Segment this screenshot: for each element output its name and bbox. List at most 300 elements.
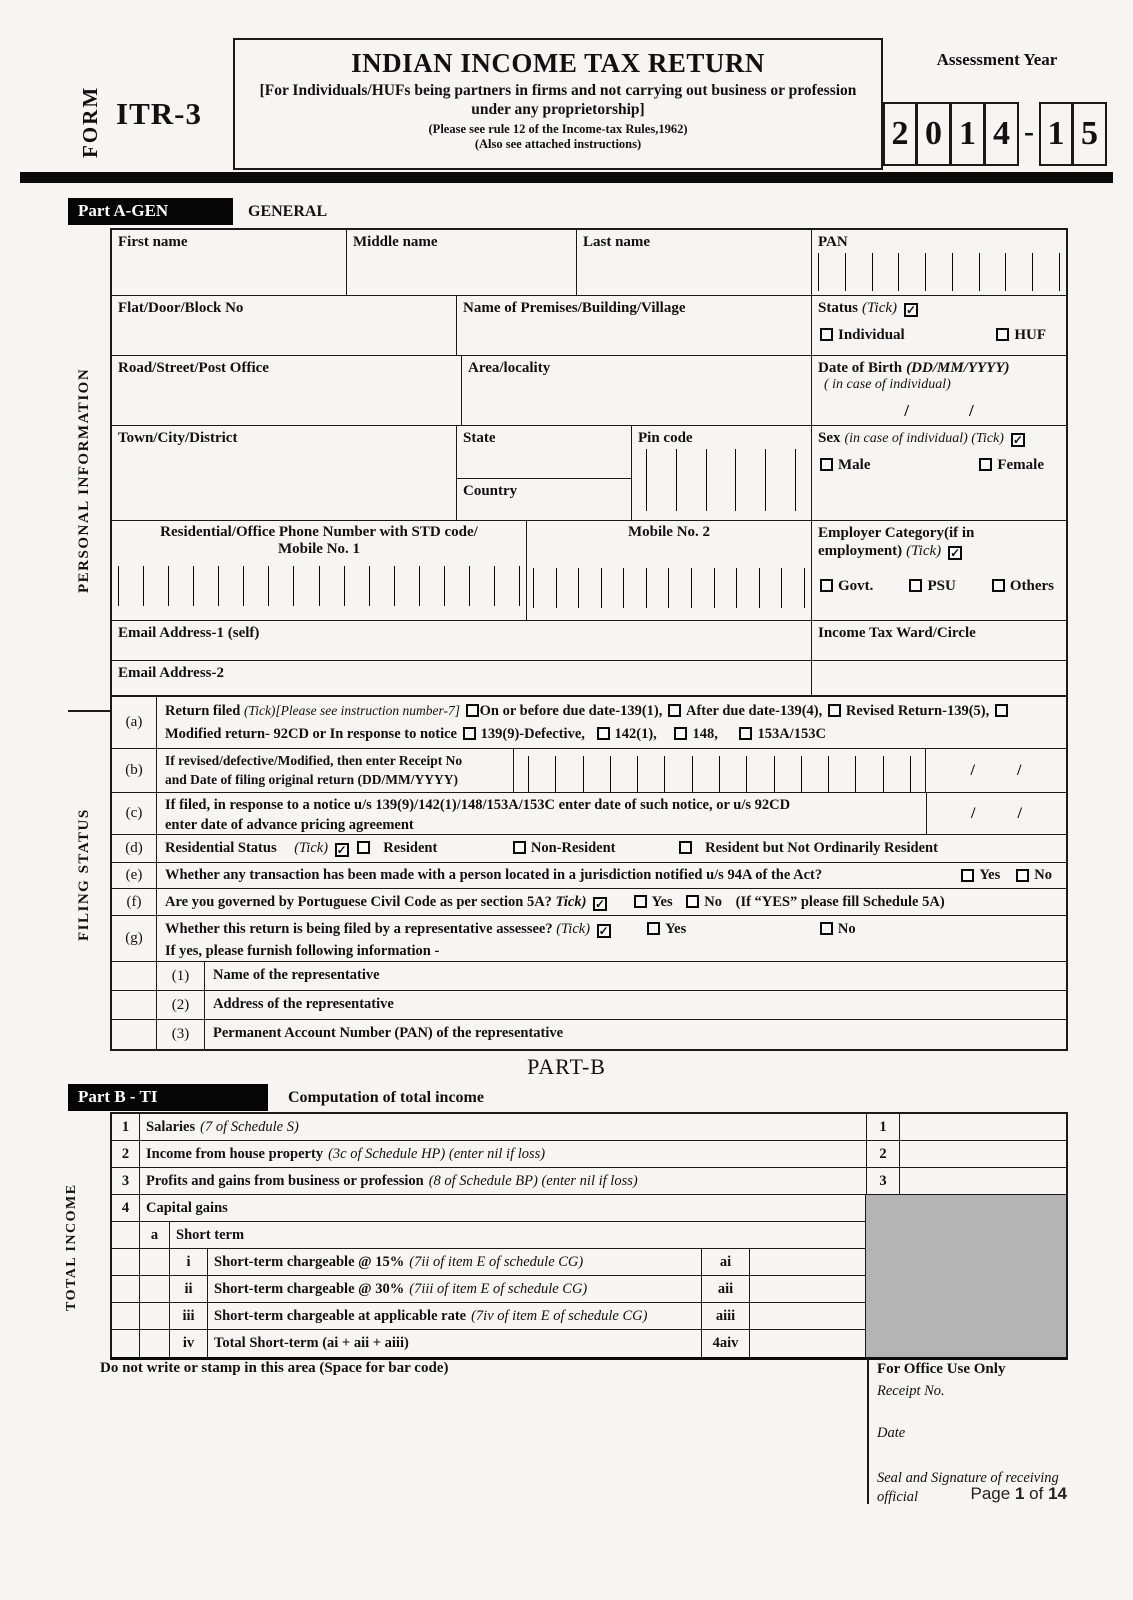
sex-option-female [977, 457, 1044, 474]
row-b-content [157, 749, 1066, 792]
mobile2-ticks[interactable] [533, 568, 805, 608]
portuguese-yes-checkbox[interactable] [634, 895, 647, 908]
resident-checkbox[interactable] [357, 841, 370, 854]
short-term-label: Short term [176, 1226, 245, 1243]
assessment-year-box [883, 38, 1111, 170]
option-142-1-checkbox[interactable] [597, 727, 610, 740]
94a-yes-checkbox[interactable] [961, 869, 974, 882]
94a-no-label: No [1034, 867, 1052, 883]
option-139-1-label: On or before due date-139(1), [479, 703, 663, 719]
rep-pan-field[interactable] [205, 1020, 1066, 1049]
option-92cd-checkbox[interactable] [995, 704, 1008, 717]
huf-label: HUF [1014, 327, 1046, 343]
option-153a-checkbox[interactable] [739, 727, 752, 740]
row3-num: 3 [112, 1168, 140, 1195]
pin-code-field[interactable] [632, 426, 812, 520]
rowa-key: a [140, 1222, 170, 1249]
rep-row1-indent [112, 962, 157, 990]
email1-row [112, 621, 1066, 661]
road-street-field[interactable] [112, 356, 462, 425]
email2-label: Email Address-2 [118, 665, 224, 681]
employer-option-psu [907, 578, 955, 595]
sub2-roman: ii [170, 1276, 208, 1303]
last-name-field[interactable] [577, 230, 812, 295]
office-use-label: For Office Use Only [877, 1361, 1006, 1377]
seal-signature-label: Seal and Signature of receiving official [877, 1470, 1059, 1506]
mobile2-field[interactable] [527, 521, 812, 620]
country-label: Country [463, 483, 518, 499]
phone-mobile1-field[interactable] [112, 521, 527, 620]
row4-num: 4 [112, 1195, 140, 1222]
st-applicable-label: Short-term chargeable at applicable rate [214, 1307, 467, 1324]
assessment-year-digits [883, 102, 1107, 166]
email2-row [112, 661, 1066, 695]
govt-label: Govt. [838, 578, 874, 594]
rule-note: (Please see rule 12 of the Income-tax Rules,1962) [428, 121, 688, 136]
employer-option-govt [818, 578, 873, 595]
of-word: of [1029, 1484, 1044, 1503]
phone-row [112, 521, 1066, 621]
capital-gains-label: Capital gains [146, 1199, 228, 1216]
assessment-year-label: Assessment Year [936, 50, 1058, 69]
short-term-30-row [112, 1276, 1066, 1303]
area-locality-field[interactable] [462, 356, 812, 425]
ward-circle-value[interactable] [812, 661, 1066, 695]
rep-name-label: Name of the representative [213, 967, 380, 983]
employer-option-others [990, 578, 1054, 595]
sub1-indent [112, 1249, 140, 1276]
city-state-row [112, 426, 1066, 521]
non-resident-checkbox[interactable] [513, 841, 526, 854]
psu-label: PSU [927, 578, 956, 594]
instructions-note: (Also see attached instructions) [474, 136, 642, 151]
row1-value-field[interactable] [900, 1114, 1066, 1141]
business-profit-ref: (8 of Schedule BP) (enter nil if loss) [428, 1172, 638, 1189]
st-30-label: Short-term chargeable @ 30% [214, 1280, 405, 1297]
sub2-indent [112, 1276, 140, 1303]
representative-yes-checkbox[interactable] [647, 922, 660, 935]
st-30-ref: (7iii of item E of schedule CG) [409, 1280, 588, 1297]
margin-label-total-income: TOTAL INCOME [64, 1183, 79, 1312]
state-country-stack [457, 426, 632, 520]
sub2-value-field[interactable] [750, 1276, 866, 1303]
option-139-9-label: 139(9)-Defective, [480, 726, 585, 743]
phone-label-line1: Residential/Office Phone Number with STD code/ [160, 524, 478, 540]
address-row-1 [112, 296, 1066, 356]
filing-row-a [112, 697, 1066, 749]
option-revised-label: Revised Return-139(5), [845, 703, 990, 719]
employer-tick-note: (Tick) [906, 543, 942, 559]
govt-checkbox[interactable] [820, 579, 833, 592]
road-street-label: Road/Street/Post Office [118, 360, 269, 376]
94a-question-label: Whether any transaction has been made with a person located in a jurisdiction notified u/s 94A of the Act? [165, 867, 823, 883]
status-options [818, 327, 1060, 344]
sub3-indent [112, 1303, 140, 1330]
row4-desc [140, 1195, 866, 1222]
part-a-section-title: GENERAL [248, 203, 328, 220]
tick-indicator-icon [904, 303, 918, 317]
sub1-code: ai [702, 1249, 750, 1276]
salaries-ref: (7 of Schedule S) [200, 1118, 299, 1135]
middle-name-field[interactable] [347, 230, 577, 295]
phone-mobile1-ticks[interactable] [118, 566, 520, 606]
name-row [112, 230, 1066, 296]
rep-row2-indent [112, 991, 157, 1019]
date-slash: / [969, 401, 974, 420]
margin-section-divider [68, 710, 112, 712]
row3-desc [140, 1168, 867, 1195]
row-e-key: (e) [112, 863, 157, 888]
option-139-9-checkbox[interactable] [463, 727, 476, 740]
employer-options [818, 578, 1060, 595]
non-resident-label: Non-Resident [530, 840, 616, 856]
94a-no-checkbox[interactable] [1016, 869, 1029, 882]
status-label: Status [818, 300, 859, 316]
area-locality-label: Area/locality [468, 360, 551, 376]
blocked-gray-cell [866, 1222, 1066, 1249]
business-profit-label: Profits and gains from business or profession [146, 1172, 424, 1189]
sub3-roman: iii [170, 1303, 208, 1330]
part-b-ti-tag: Part B - TI [68, 1084, 268, 1111]
portuguese-code-label: Are you governed by Portuguese Civil Code as per section 5A? [165, 894, 552, 910]
row3-code: 3 [867, 1168, 900, 1195]
sub1-value-field[interactable] [750, 1249, 866, 1276]
pan-field[interactable] [812, 230, 1066, 295]
tick-indicator-icon [593, 897, 607, 911]
sub4-indent [112, 1330, 140, 1357]
email2-field[interactable] [112, 661, 812, 695]
st-applicable-ref: (7iv of item E of schedule CG) [471, 1307, 648, 1324]
94a-yes-label: Yes [979, 867, 1001, 883]
short-term-applicable-rate-row [112, 1303, 1066, 1330]
sub3-code: aiii [702, 1303, 750, 1330]
form-title: INDIAN INCOME TAX RETURN [351, 48, 765, 78]
barcode-area-note: Do not write or stamp in this area (Space for bar code) [100, 1360, 449, 1376]
female-label: Female [997, 457, 1044, 473]
representative-row-3 [112, 1020, 1066, 1049]
ay-digit: 1 [1039, 102, 1073, 166]
country-field[interactable] [457, 479, 631, 520]
male-checkbox[interactable] [820, 458, 833, 471]
title-box [233, 38, 883, 170]
sex-options [818, 457, 1060, 474]
salaries-label: Salaries [146, 1118, 196, 1135]
address-row-2 [112, 356, 1066, 426]
schedule-5a-note: (If “YES” please fill Schedule 5A) [735, 894, 945, 910]
rep-row3-indent [112, 1020, 157, 1049]
mobile2-label: Mobile No. 2 [627, 524, 711, 540]
row2-value-field[interactable] [900, 1141, 1066, 1168]
st-15-label: Short-term chargeable @ 15% [214, 1253, 405, 1270]
date-slash: / [1017, 761, 1022, 779]
flat-door-block-label: Flat/Door/Block No [118, 300, 244, 316]
filing-row-e [112, 863, 1066, 889]
dob-format-note: (DD/MM/YYYY) [906, 360, 1010, 376]
sex-option-male [818, 457, 870, 474]
ay-digit: 0 [917, 102, 951, 166]
row-d-key: (d) [112, 835, 157, 862]
row-b-date-field[interactable] [926, 749, 1066, 792]
blocked-gray-cell [866, 1195, 1066, 1222]
portuguese-yes-label: Yes [651, 894, 673, 910]
residential-status-label: Residential Status [165, 840, 277, 856]
rnor-label: Resident but Not Ordinarily Resident [705, 840, 938, 856]
short-term-15-row [112, 1249, 1066, 1276]
rep-address-label: Address of the representative [213, 996, 394, 1012]
return-filed-note: (Tick)[Please see instruction number-7] [243, 703, 461, 718]
state-label: State [463, 430, 496, 446]
sub2-code: aii [702, 1276, 750, 1303]
flat-door-block-field[interactable] [112, 296, 457, 355]
row-f-key: (f) [112, 889, 157, 915]
blocked-gray-cell [866, 1303, 1066, 1330]
male-label: Male [838, 457, 871, 473]
ay-digit: 2 [883, 102, 917, 166]
premises-label: Name of Premises/Building/Village [463, 300, 686, 316]
email1-label: Email Address-1 (self) [118, 625, 260, 641]
sub3-indent2 [140, 1303, 170, 1330]
rnor-checkbox[interactable] [679, 841, 692, 854]
filing-row-b [112, 749, 1066, 793]
first-name-label: First name [118, 234, 188, 250]
form-vertical-label: FORM [78, 85, 102, 159]
filing-status-table [110, 695, 1068, 1051]
rep-row1-key: (1) [157, 962, 205, 990]
option-153a-label: 153A/153C [757, 726, 826, 743]
house-property-ref: (3c of Schedule HP) (enter nil if loss) [328, 1145, 546, 1162]
sub1-desc [208, 1249, 702, 1276]
pan-character-ticks[interactable] [818, 253, 1060, 291]
row-g-line1 [165, 919, 1058, 941]
ay-digit: 1 [951, 102, 985, 166]
date-slash: / [970, 761, 975, 779]
row-a-key: (a) [112, 697, 157, 748]
sub2-indent2 [140, 1276, 170, 1303]
individual-label: Individual [838, 327, 905, 343]
row-e-content [157, 863, 1066, 888]
sex-label: Sex [818, 430, 841, 446]
row-c-label-line2: enter date of advance pricing agreement [165, 816, 414, 833]
row-c-label-line1: If filed, in response to a notice u/s 139(9)/142(1)/148/153A/153C enter date of such notice, or u/s 92CD [165, 797, 791, 813]
sub1-roman: i [170, 1249, 208, 1276]
ay-dash: - [1024, 115, 1034, 148]
sub4-value-field[interactable] [750, 1330, 866, 1357]
income-row-capital-gains [112, 1195, 1066, 1222]
row1-num: 1 [112, 1114, 140, 1141]
house-property-label: Income from house property [146, 1145, 324, 1162]
capital-gains-short-term-row [112, 1222, 1066, 1249]
total-short-term-row [112, 1330, 1066, 1357]
sex-cell [812, 426, 1066, 520]
margin-label-filing-status: FILING STATUS [76, 808, 92, 942]
filing-row-d [112, 835, 1066, 863]
representative-question-label: Whether this return is being filed by a representative assessee? [165, 921, 553, 937]
dob-label: Date of Birth [818, 360, 903, 376]
psu-checkbox[interactable] [909, 579, 922, 592]
town-city-field[interactable] [112, 426, 457, 520]
rep-row3-key: (3) [157, 1020, 205, 1049]
st-15-ref: (7ii of item E of schedule CG) [409, 1253, 584, 1270]
portuguese-no-label: No [704, 894, 722, 910]
filing-row-g [112, 916, 1066, 962]
page-total: 14 [1048, 1484, 1067, 1503]
return-filed-label: Return filed [165, 703, 241, 719]
pin-code-label: Pin code [638, 430, 693, 446]
representative-row-2 [112, 991, 1066, 1020]
tick-indicator-icon [335, 843, 349, 857]
header-divider-band [20, 172, 1113, 183]
income-row-salaries [112, 1114, 1066, 1141]
ward-circle-label: Income Tax Ward/Circle [818, 625, 976, 641]
option-139-4-label: After due date-139(4), [685, 703, 823, 719]
row-b-label-line1: If revised/defective/Modified, then enter Receipt No [165, 753, 463, 768]
row2-code: 2 [867, 1141, 900, 1168]
page-word: Page [970, 1484, 1011, 1503]
row-d-content [157, 835, 1066, 862]
margin-label-personal-information: PERSONAL INFORMATION [76, 367, 92, 593]
individual-checkbox[interactable] [820, 328, 833, 341]
blocked-gray-cell [866, 1330, 1066, 1357]
row-a-content [157, 697, 1066, 748]
rowa-indent [112, 1222, 140, 1249]
resident-label: Resident [383, 840, 438, 856]
others-checkbox[interactable] [992, 579, 1005, 592]
date-slash: / [971, 804, 976, 822]
sub3-desc [208, 1303, 702, 1330]
receipt-no-label: Receipt No. [877, 1382, 945, 1399]
sub1-indent2 [140, 1249, 170, 1276]
row-g-key: (g) [112, 916, 157, 961]
sub4-code: 4aiv [702, 1330, 750, 1357]
premises-field[interactable] [457, 296, 812, 355]
row-c-date-field[interactable] [926, 793, 1066, 834]
row1-desc [140, 1114, 867, 1141]
representative-no-checkbox[interactable] [820, 922, 833, 935]
part-b-heading: PART-B [527, 1054, 606, 1079]
income-row-house-property [112, 1141, 1066, 1168]
email1-field[interactable] [112, 621, 812, 660]
town-city-label: Town/City/District [118, 430, 238, 446]
row3-value-field[interactable] [900, 1168, 1066, 1195]
page-number [971, 1484, 1067, 1504]
status-option-individual [818, 327, 905, 344]
rep-name-field[interactable] [205, 962, 1066, 990]
option-139-1-checkbox[interactable] [466, 704, 479, 717]
sub2-desc [208, 1276, 702, 1303]
status-tick-note: (Tick) [862, 300, 898, 316]
row-b-label-line2: and Date of filing original return (DD/MM/YYYY) [165, 771, 458, 787]
employer-category-cell [812, 521, 1066, 620]
row-b-key: (b) [112, 749, 157, 792]
ay-digit: 5 [1073, 102, 1107, 166]
part-b-section-title: Computation of total income [288, 1089, 484, 1106]
pin-code-ticks[interactable] [646, 449, 796, 511]
tick-indicator-icon [597, 924, 611, 938]
sub4-desc [208, 1330, 702, 1357]
phone-label-line2: Mobile No. 1 [277, 541, 361, 557]
first-name-field[interactable] [112, 230, 347, 295]
filing-row-f [112, 889, 1066, 916]
pan-label: PAN [818, 234, 848, 250]
middle-name-label: Middle name [353, 234, 438, 250]
option-revised-checkbox[interactable] [828, 704, 841, 717]
row-g-content [157, 916, 1066, 961]
sex-note: (in case of individual) (Tick) [844, 431, 1004, 446]
sub3-value-field[interactable] [750, 1303, 866, 1330]
representative-row-1 [112, 962, 1066, 991]
last-name-label: Last name [583, 234, 651, 250]
tick-indicator-icon [1011, 433, 1025, 447]
state-field[interactable] [457, 426, 631, 479]
income-row-business [112, 1168, 1066, 1195]
residential-status-tick-note: (Tick) [294, 840, 329, 856]
office-use-divider [867, 1358, 869, 1504]
rep-address-field[interactable] [205, 991, 1066, 1019]
portuguese-tick-note: Tick) [555, 894, 587, 910]
row-c-label [157, 793, 926, 834]
employer-category-label: Employer Category(if in employment) [818, 525, 975, 559]
form-subtitle: [For Individuals/HUFs being partners in firms and not carrying out business or profession under any proprietorship] [259, 82, 857, 119]
representative-yes-label: Yes [665, 921, 687, 937]
filing-row-c [112, 793, 1066, 835]
option-148-label: 148, [692, 726, 718, 743]
part-a-gen-tag: Part A-GEN [68, 198, 233, 225]
ward-circle-field[interactable] [812, 621, 1066, 660]
representative-no-label: No [837, 921, 856, 937]
date-label: Date [877, 1425, 906, 1442]
portuguese-no-checkbox[interactable] [686, 895, 699, 908]
row-g-line2: If yes, please furnish following information - [165, 942, 440, 959]
receipt-no-field[interactable] [514, 749, 926, 792]
page-current: 1 [1014, 1484, 1025, 1503]
receipt-no-ticks[interactable] [528, 756, 911, 792]
row2-num: 2 [112, 1141, 140, 1168]
sub4-roman: iv [170, 1330, 208, 1357]
dob-individual-note: ( in case of individual) [824, 377, 951, 392]
total-income-table [110, 1112, 1068, 1360]
rep-row2-key: (2) [157, 991, 205, 1019]
option-92cd-label: Modified return- 92CD or In response to notice [165, 726, 457, 743]
sub4-indent2 [140, 1330, 170, 1357]
huf-checkbox[interactable] [996, 328, 1009, 341]
blocked-gray-cell [866, 1276, 1066, 1303]
row-b-label [157, 749, 514, 792]
row2-desc [140, 1141, 867, 1168]
row-c-key: (c) [112, 793, 157, 834]
rowa-desc [170, 1222, 866, 1249]
personal-information-table [110, 228, 1068, 697]
tick-indicator-icon [948, 546, 962, 560]
row1-code: 1 [867, 1114, 900, 1141]
total-short-term-label: Total Short-term (ai + aii + aiii) [214, 1335, 409, 1351]
female-checkbox[interactable] [979, 458, 992, 471]
status-option-huf [994, 327, 1046, 344]
ay-digit: 4 [985, 102, 1019, 166]
rep-pan-label: Permanent Account Number (PAN) of the representative [213, 1025, 564, 1041]
date-slash: / [1017, 804, 1022, 822]
option-139-4-checkbox[interactable] [668, 704, 681, 717]
date-slash: / [904, 401, 909, 420]
form-number: ITR-3 [116, 96, 202, 131]
option-142-1-label: 142(1), [614, 726, 657, 743]
others-label: Others [1009, 578, 1054, 594]
dob-cell[interactable] [812, 356, 1066, 425]
row-f-content [157, 889, 1066, 915]
option-148-checkbox[interactable] [674, 727, 687, 740]
status-cell [812, 296, 1066, 355]
dob-date-slashes [818, 401, 1060, 421]
representative-tick-note: (Tick) [556, 921, 591, 937]
